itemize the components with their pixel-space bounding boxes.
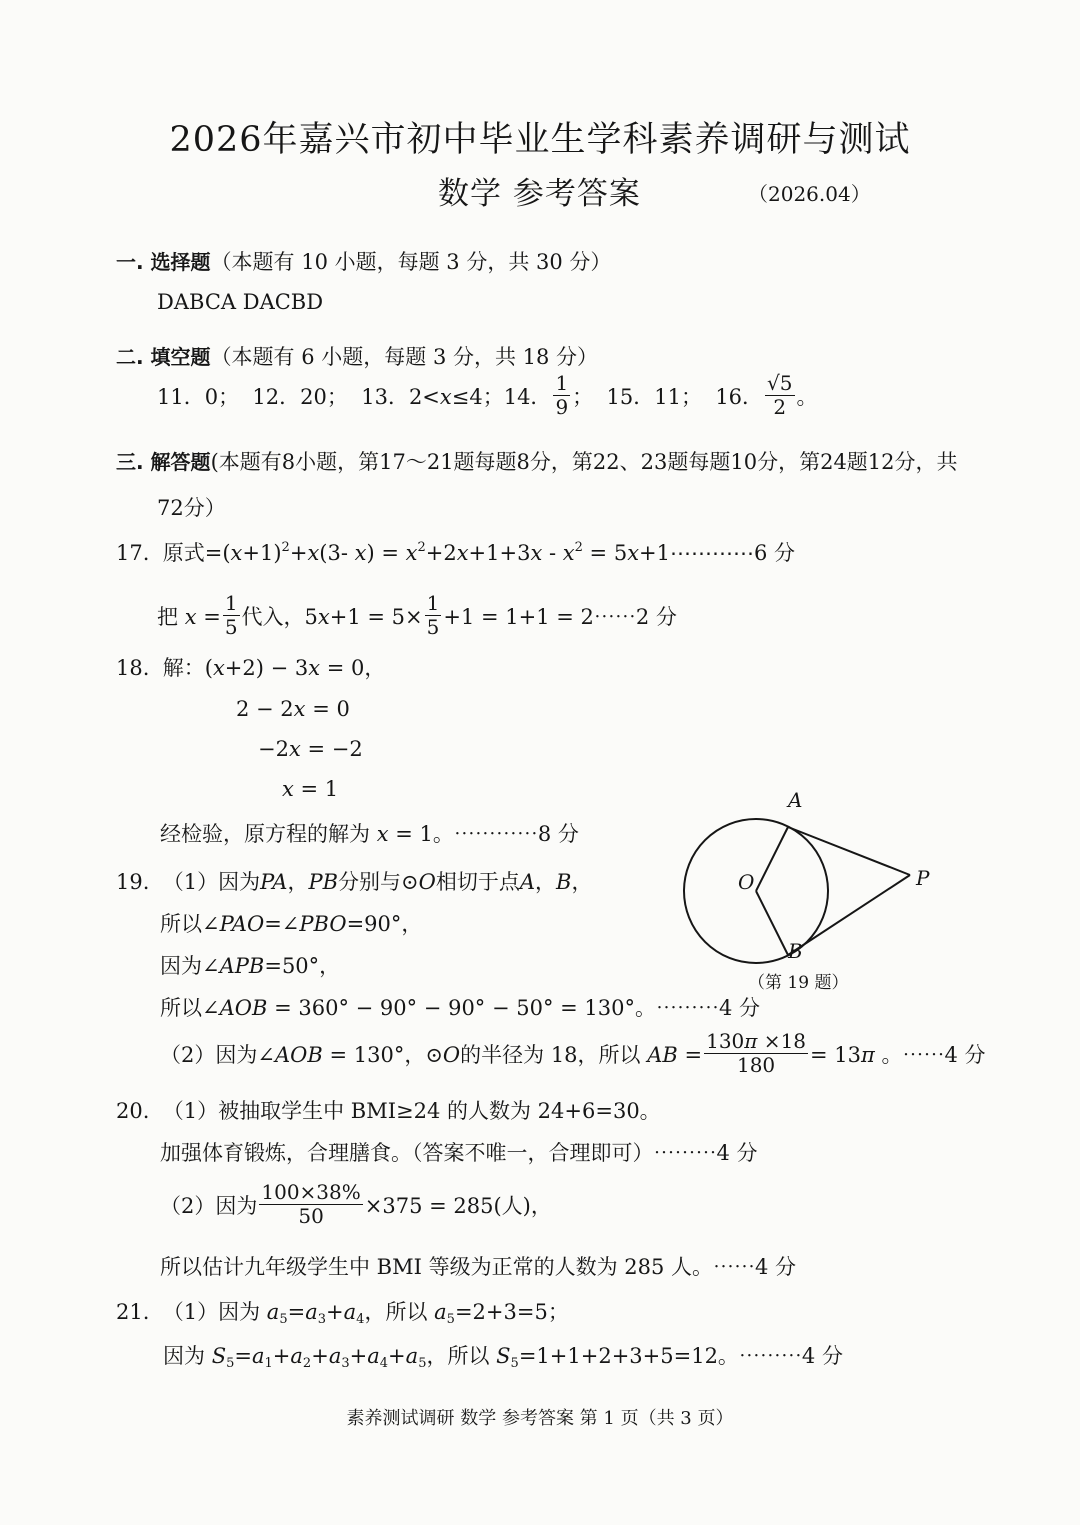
section-2-heading: 二. 填空题（本题有 6 小题，每题 3 分，共 18 分） — [116, 345, 599, 369]
section-3-heading-cont: 72分） — [157, 496, 226, 520]
page-footer: 素养测试调研 数学 参考答案 第 1 页（共 3 页） — [346, 1408, 734, 1429]
radius-ob — [756, 891, 788, 955]
q18-line-2: 2 − 2x = 0 — [236, 697, 350, 721]
label-b: B — [788, 939, 803, 963]
page-subtitle: 数学 参考答案 — [438, 176, 641, 212]
page-title: 2026年嘉兴市初中毕业生学科素养调研与测试 — [169, 120, 911, 160]
section-1-heading: 一. 选择题（本题有 10 小题，每题 3 分，共 30 分） — [116, 250, 612, 274]
q20-line-2: 加强体育锻炼，合理膳食。（答案不唯一，合理即可）⋯⋯⋯4 分 — [160, 1141, 758, 1165]
q17-line-1: 17. 原式$=(x+1)^2+x(3-$ $x) = x^2+2x+1+3x - x^2$ = 5x+1⋯⋯⋯⋯6 分 — [116, 540, 796, 565]
q20-line-4: 所以估计九年级学生中 BMI 等级为正常的人数为 285 人。⋯⋯4 分 — [160, 1255, 797, 1279]
tangent-pa — [788, 827, 910, 875]
tangent-pb — [788, 875, 910, 955]
q21-line-1: 21. （1）因为 $a_5=a_3+a_4$，所以 $a_5=2+3=5$； — [116, 1300, 569, 1327]
q21-line-2: 因为 $S_5=a_1+a_2+a_3+a_4+a_5$，所以 $S_5=1+1+2+3+5=12$。⋯⋯⋯4 分 — [163, 1344, 843, 1371]
q17-line-2: 把 x = $\frac{1}{5}$ 代入，5x+1 = 5× $\frac{1}{5}$ +1 = 1+1 = 2⋯⋯2 分 — [157, 591, 677, 639]
section-3-heading: 三. 解答题(本题有8小题，第17～21题每题8分，第22、23题每题10分，第24题12分，共 — [116, 450, 958, 474]
q19-line-1: 19. （1）因为PA，PB分别与⊙O相切于点A，B， — [116, 870, 593, 894]
section-2-answers: 11．0； 12．20； 13．2<x≤4；14． $\frac{1}{9}$ ； 15．11； 16． $\frac{√5}{2}$ 。 — [157, 371, 818, 419]
exam-date: （2026.04） — [748, 182, 871, 206]
radius-oa — [756, 827, 788, 891]
q19-line-4: 所以∠AOB = 360° − 90° − 90° − 50° = 130°。⋯⋯⋯4 分 — [160, 996, 761, 1020]
label-p: P — [916, 866, 930, 890]
q19-figure-caption: （第 19 题） — [748, 973, 849, 993]
q20-line-1: 20. （1）被抽取学生中 BMI≥24 的人数为 24+6=30。 — [116, 1099, 661, 1123]
q18-line-5: 经检验，原方程的解为 x = 1。⋯⋯⋯⋯8 分 — [160, 822, 579, 846]
q19-line-5: （2）因为∠AOB = 130°，⊙O的半径为 18，所以 AB = $\frac{130\pi \times 18}{180}$ = 13π 。⋯⋯4 分 — [160, 1029, 986, 1077]
label-a: A — [788, 788, 803, 812]
q18-line-1: 18. 解：(x+2) − 3x = 0， — [116, 656, 386, 680]
q18-line-3: −2x = −2 — [258, 737, 363, 761]
q19-line-3: 因为∠APB=50°， — [160, 954, 341, 978]
q19-figure — [670, 785, 940, 970]
q19-line-2: 所以∠PAO=∠PBO=90°， — [160, 912, 423, 936]
label-o: O — [738, 870, 755, 894]
q20-line-3: （2）因为 $\frac{100\times 38\%}{50}$ ×375 = 285(人)， — [160, 1180, 552, 1228]
section-1-answers: DABCA DACBD — [157, 290, 324, 314]
q18-line-4: x = 1 — [282, 777, 339, 801]
